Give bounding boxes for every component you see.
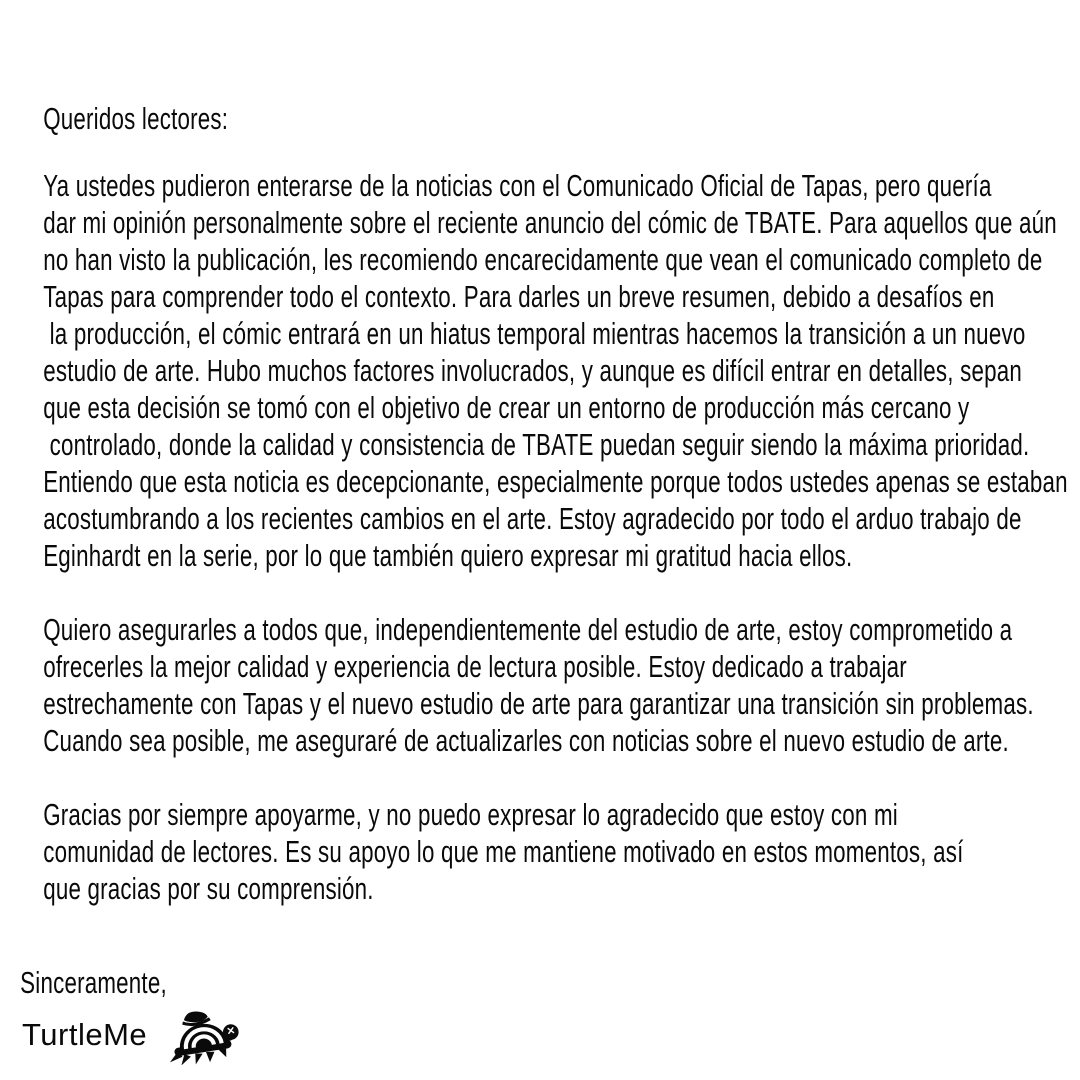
text-line: la producción, el cómic entrará en un hiatus temporal mientras hacemos la transición a un nuevo	[43, 316, 1026, 351]
closing: Sinceramente,	[20, 965, 167, 1000]
text-line: que gracias por su comprensión.	[43, 871, 374, 906]
signature-row	[22, 1005, 243, 1065]
text-line: comunidad de lectores. Es su apoyo lo que me mantiene motivado en estos momentos, así	[43, 834, 964, 869]
text-line: ofrecerles la mejor calidad y experiencia de lectura posible. Estoy dedicado a trabajar	[43, 649, 907, 684]
text-line: Quiero asegurarles a todos que, independientemente del estudio de arte, estoy comprometido a	[43, 612, 1013, 647]
text-line: estudio de arte. Hubo muchos factores involucrados, y aunque es difícil entrar en detalles, sepan	[43, 353, 1022, 388]
text-line: no han visto la publicación, les recomiendo encarecidamente que vean el comunicado completo de	[43, 242, 1043, 277]
paragraph-1	[0, 167, 1080, 574]
signature-name: TurtleMe	[22, 1017, 148, 1052]
paragraph-3	[0, 796, 1080, 907]
salutation: Queridos lectores:	[43, 101, 229, 136]
text-line: controlado, donde la calidad y consistencia de TBATE puedan seguir siendo la máxima prioridad.	[43, 427, 1030, 462]
text-line: dar mi opinión personalmente sobre el reciente anuncio del cómic de TBATE. Para aquellos que aún	[43, 205, 1057, 240]
text-line: acostumbrando a los recientes cambios en el arte. Estoy agradecido por todo el arduo trabajo de	[43, 501, 1022, 536]
text-line: Gracias por siempre apoyarme, y no puedo expresar lo agradecido que estoy con mi	[43, 797, 898, 832]
text-line: Tapas para comprender todo el contexto. Para darles un breve resumen, debido a desafíos en	[43, 279, 995, 314]
text-line: Eginhardt en la serie, por lo que también quiero expresar mi gratitud hacia ellos.	[43, 538, 853, 573]
paragraph-2	[0, 611, 1080, 759]
text-line: Entiendo que esta noticia es decepcionante, especialmente porque todos ustedes apenas se estaban	[43, 464, 1068, 499]
text-line: Cuando sea posible, me aseguraré de actualizarles con noticias sobre el nuevo estudio de arte.	[43, 723, 1009, 758]
text-line: Ya ustedes pudieron enterarse de la noticias con el Comunicado Oficial de Tapas, pero quería	[43, 168, 992, 203]
text-line: que esta decisión se tomó con el objetivo de crear un entorno de producción más cercano y	[43, 390, 970, 425]
text-line: estrechamente con Tapas y el nuevo estudio de arte para garantizar una transición sin problemas.	[43, 686, 1034, 721]
turtle-icon	[167, 1005, 243, 1065]
